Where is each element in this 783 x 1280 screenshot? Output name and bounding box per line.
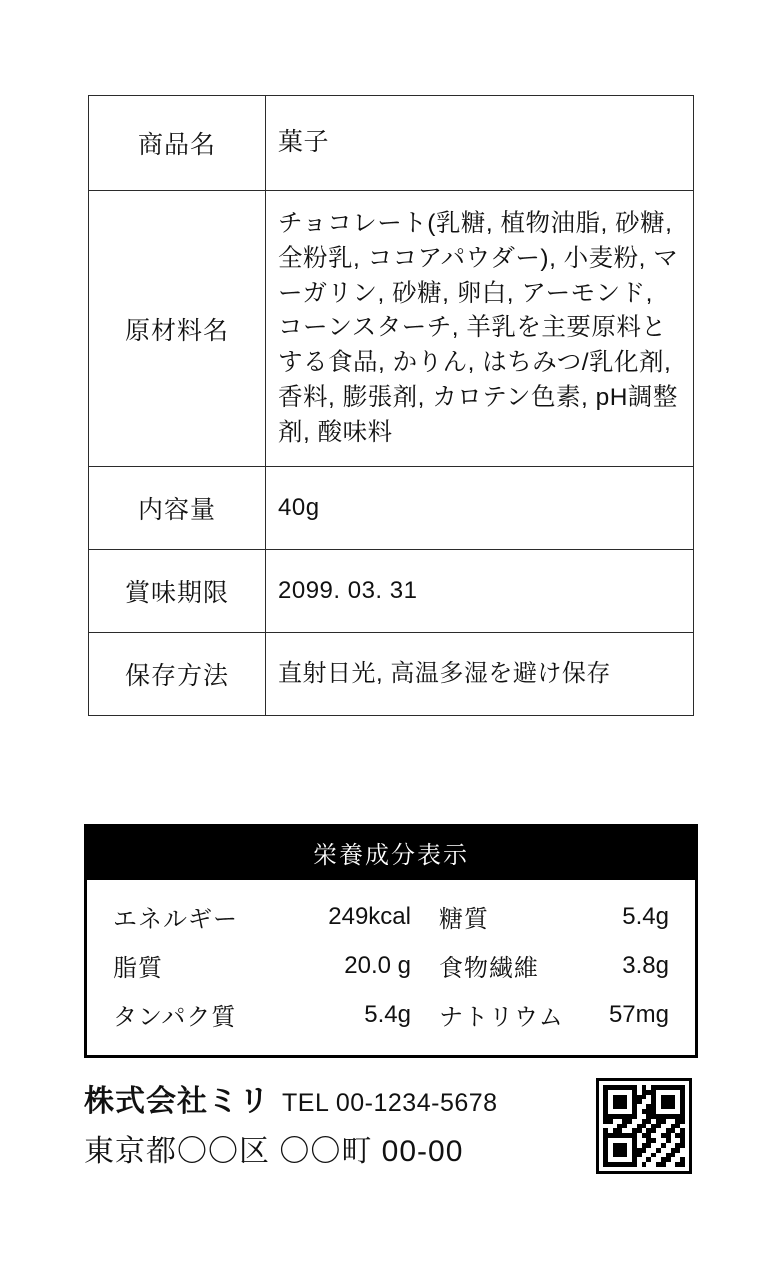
table-row (113, 990, 669, 1039)
nutrition-label-fiber: 食物繊維 (439, 955, 539, 982)
company-name: 株式会社ミリ (84, 1085, 270, 1118)
spec-key-storage: 保存方法 (89, 633, 266, 716)
manufacturer-footer (84, 1076, 698, 1196)
nutrition-label-energy: エネルギー (113, 906, 238, 933)
spec-value-net-weight: 40g (266, 467, 694, 550)
nutrition-label-sodium: ナトリウム (439, 1004, 564, 1031)
table-row (89, 96, 694, 191)
nutrition-facts-table (113, 892, 669, 1039)
table-row (113, 941, 669, 990)
nutrition-facts-panel (84, 824, 698, 1058)
nutrition-value-fat: 20.0 g (344, 951, 411, 979)
table-row (113, 892, 669, 941)
company-line (84, 1076, 498, 1120)
spec-value-best-before: 2099. 03. 31 (266, 550, 694, 633)
spec-key-best-before: 賞味期限 (89, 550, 266, 633)
table-row (89, 550, 694, 633)
nutrition-value-sodium: 57mg (608, 1000, 669, 1028)
product-spec-table (88, 95, 694, 716)
spec-key-net-weight: 内容量 (89, 467, 266, 550)
nutrition-value-protein: 5.4g (364, 1000, 411, 1028)
table-row (89, 191, 694, 467)
nutrition-value-fiber: 3.8g (622, 951, 669, 979)
nutrition-facts-title: 栄養成分表示 (87, 827, 695, 880)
nutrition-label-protein: タンパク質 (113, 1004, 237, 1031)
table-row (89, 633, 694, 716)
nutrition-label-sugar: 糖質 (439, 906, 489, 933)
nutrition-value-sugar: 5.4g (622, 902, 669, 930)
nutrition-facts-body (87, 880, 695, 1055)
table-row (89, 467, 694, 550)
nutrition-value-energy: 249kcal (328, 902, 411, 930)
spec-key-product-name: 商品名 (89, 96, 266, 191)
spec-value-ingredients: チョコレート(乳糖, 植物油脂, 砂糖, 全粉乳, ココアパウダー), 小麦粉, マーガリン, 砂糖, 卵白, アーモンド, コーンスターチ, 羊乳を主要原料とする食品, かりん, はちみつ/乳化剤, 香料, 膨張剤, カロテン色素, pH調整剤, 酸味料 (266, 191, 694, 467)
telephone-number: TEL 00-1234-5678 (282, 1089, 498, 1117)
company-address: 東京都〇〇区 〇〇町 00-00 (84, 1135, 464, 1168)
spec-key-ingredients: 原材料名 (89, 191, 266, 467)
qr-code-icon (596, 1078, 692, 1174)
spec-value-storage: 直射日光, 高温多湿を避け保存 (266, 633, 694, 716)
spec-value-product-name: 菓子 (266, 96, 694, 191)
nutrition-label-fat: 脂質 (113, 955, 163, 982)
